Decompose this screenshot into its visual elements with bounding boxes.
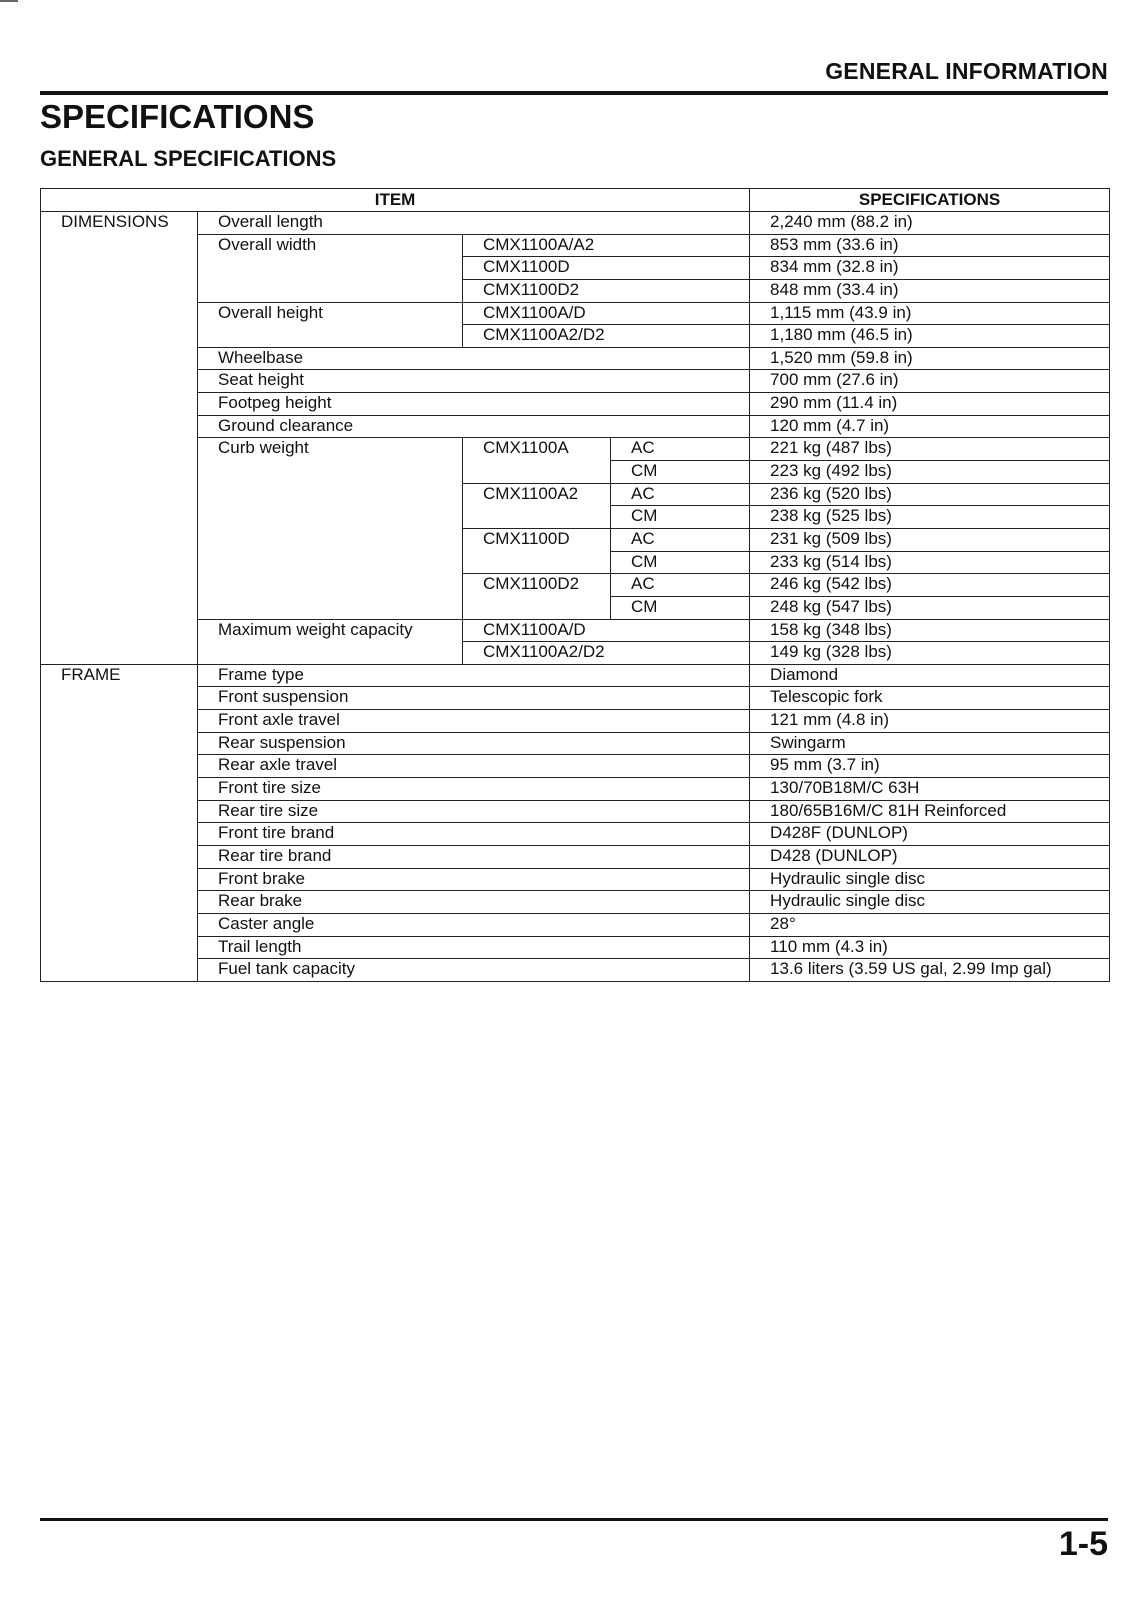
spec-cell: 149 kg (328 lbs) [750, 642, 1110, 665]
spec-cell: 246 kg (542 lbs) [750, 574, 1110, 597]
page-number: 1-5 [1058, 1525, 1108, 1563]
spec-cell: 121 mm (4.8 in) [750, 710, 1110, 733]
table-row [41, 619, 1110, 642]
table-row [41, 687, 1110, 710]
item-cell: Fuel tank capacity [198, 959, 750, 982]
item-cell: Trail length [198, 936, 750, 959]
item-cell: Maximum weight capacity [198, 619, 463, 664]
item-cell: Seat height [198, 370, 750, 393]
table-row [41, 212, 1110, 235]
section-header: GENERAL INFORMATION [825, 58, 1108, 84]
item-cell: Curb weight [198, 438, 463, 619]
model-cell: CMX1100A [463, 438, 611, 483]
spec-cell: D428F (DUNLOP) [750, 823, 1110, 846]
type-cell: CM [611, 551, 750, 574]
type-cell: AC [611, 528, 750, 551]
spec-cell: 180/65B16M/C 81H Reinforced [750, 800, 1110, 823]
type-cell: CM [611, 596, 750, 619]
spec-cell: 221 kg (487 lbs) [750, 438, 1110, 461]
type-cell: AC [611, 574, 750, 597]
column-header-item: ITEM [41, 189, 750, 212]
table-row [41, 393, 1110, 416]
model-cell: CMX1100A/A2 [463, 234, 750, 257]
spec-cell: 834 mm (32.8 in) [750, 257, 1110, 280]
spec-cell: 120 mm (4.7 in) [750, 415, 1110, 438]
item-cell: Frame type [198, 664, 750, 687]
spec-cell: 2,240 mm (88.2 in) [750, 212, 1110, 235]
spec-cell: Swingarm [750, 732, 1110, 755]
item-cell: Front tire brand [198, 823, 750, 846]
item-cell: Rear axle travel [198, 755, 750, 778]
item-cell: Rear brake [198, 891, 750, 914]
item-cell: Front tire size [198, 778, 750, 801]
spec-cell: 853 mm (33.6 in) [750, 234, 1110, 257]
category-dimensions: DIMENSIONS [41, 212, 198, 665]
type-cell: AC [611, 438, 750, 461]
top-rule [40, 91, 1108, 95]
bottom-rule [40, 1518, 1108, 1521]
model-cell: CMX1100A/D [463, 619, 750, 642]
table-row [41, 755, 1110, 778]
table-row [41, 710, 1110, 733]
table-row [41, 845, 1110, 868]
spec-cell: 1,115 mm (43.9 in) [750, 302, 1110, 325]
spec-cell: Hydraulic single disc [750, 891, 1110, 914]
specifications-table [40, 188, 1110, 982]
spec-cell: 236 kg (520 lbs) [750, 483, 1110, 506]
table-row [41, 347, 1110, 370]
category-frame: FRAME [41, 664, 198, 981]
table-row [41, 823, 1110, 846]
table-row [41, 913, 1110, 936]
item-cell: Footpeg height [198, 393, 750, 416]
spec-cell: Diamond [750, 664, 1110, 687]
spec-cell: Telescopic fork [750, 687, 1110, 710]
item-cell: Rear tire size [198, 800, 750, 823]
type-cell: CM [611, 506, 750, 529]
table-header-row [41, 189, 1110, 212]
item-cell: Ground clearance [198, 415, 750, 438]
model-cell: CMX1100D2 [463, 574, 611, 619]
table-row [41, 778, 1110, 801]
spec-cell: 130/70B18M/C 63H [750, 778, 1110, 801]
item-cell: Front suspension [198, 687, 750, 710]
spec-cell: 110 mm (4.3 in) [750, 936, 1110, 959]
type-cell: CM [611, 461, 750, 484]
item-cell: Front brake [198, 868, 750, 891]
spec-cell: 158 kg (348 lbs) [750, 619, 1110, 642]
table-row [41, 415, 1110, 438]
table-row [41, 868, 1110, 891]
model-cell: CMX1100D2 [463, 279, 750, 302]
table-row [41, 438, 1110, 461]
item-cell: Front axle travel [198, 710, 750, 733]
model-cell: CMX1100A/D [463, 302, 750, 325]
spec-cell: D428 (DUNLOP) [750, 845, 1110, 868]
item-cell: Wheelbase [198, 347, 750, 370]
spec-cell: 848 mm (33.4 in) [750, 279, 1110, 302]
page-title: SPECIFICATIONS [40, 98, 315, 135]
spec-cell: 290 mm (11.4 in) [750, 393, 1110, 416]
model-cell: CMX1100D [463, 257, 750, 280]
spec-cell: 1,180 mm (46.5 in) [750, 325, 1110, 348]
spec-cell: 231 kg (509 lbs) [750, 528, 1110, 551]
spec-cell: 238 kg (525 lbs) [750, 506, 1110, 529]
spec-cell: Hydraulic single disc [750, 868, 1110, 891]
spec-cell: 233 kg (514 lbs) [750, 551, 1110, 574]
item-cell: Overall width [198, 234, 463, 302]
item-cell: Rear suspension [198, 732, 750, 755]
table-row [41, 370, 1110, 393]
table-row [41, 732, 1110, 755]
table-row [41, 234, 1110, 257]
spec-cell: 248 kg (547 lbs) [750, 596, 1110, 619]
item-cell: Rear tire brand [198, 845, 750, 868]
table-row [41, 664, 1110, 687]
model-cell: CMX1100D [463, 528, 611, 573]
item-cell: Overall length [198, 212, 750, 235]
model-cell: CMX1100A2/D2 [463, 325, 750, 348]
spec-cell: 1,520 mm (59.8 in) [750, 347, 1110, 370]
spec-cell: 13.6 liters (3.59 US gal, 2.99 Imp gal) [750, 959, 1110, 982]
item-cell: Caster angle [198, 913, 750, 936]
table-row [41, 959, 1110, 982]
model-cell: CMX1100A2 [463, 483, 611, 528]
table-row [41, 302, 1110, 325]
table-row [41, 800, 1110, 823]
spec-cell: 28° [750, 913, 1110, 936]
spec-cell: 95 mm (3.7 in) [750, 755, 1110, 778]
type-cell: AC [611, 483, 750, 506]
table-row [41, 891, 1110, 914]
spec-cell: 700 mm (27.6 in) [750, 370, 1110, 393]
scan-corner-mark [0, 0, 18, 2]
model-cell: CMX1100A2/D2 [463, 642, 750, 665]
table-row [41, 936, 1110, 959]
section-subtitle: GENERAL SPECIFICATIONS [40, 146, 337, 171]
item-cell: Overall height [198, 302, 463, 347]
spec-cell: 223 kg (492 lbs) [750, 461, 1110, 484]
column-header-specifications: SPECIFICATIONS [750, 189, 1110, 212]
